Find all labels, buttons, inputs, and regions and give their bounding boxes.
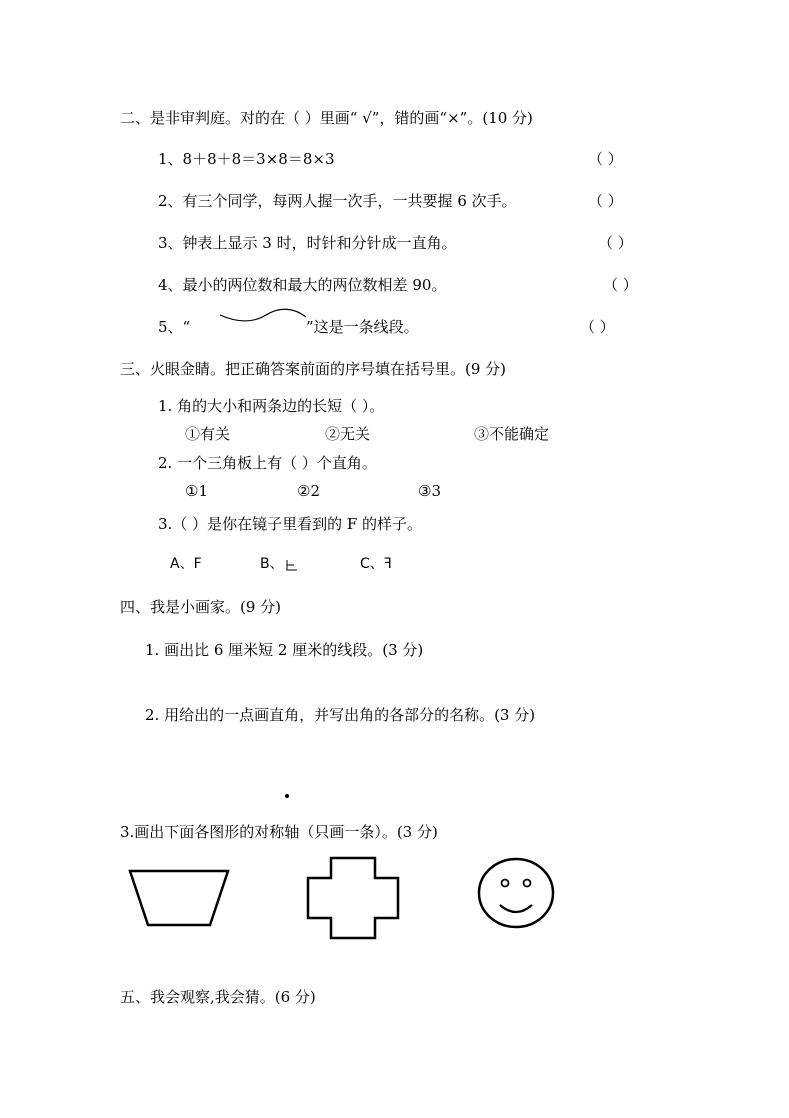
- s2-item4-answer[interactable]: （ ）: [603, 276, 638, 294]
- s3-q1-text: 1. 角的大小和两条边的长短（ ）。: [158, 397, 385, 415]
- section4-heading: 四、我是小画家。(9 分): [120, 598, 282, 616]
- s3-q2-option-2[interactable]: ②2: [297, 482, 320, 500]
- s3-q1-option-3[interactable]: ③不能确定: [474, 425, 550, 443]
- s3-q2-option-3[interactable]: ③3: [418, 482, 441, 500]
- s2-item5-text-before: 5、“: [158, 318, 191, 336]
- s2-item4-text: 4、最小的两位数和最大的两位数相差 90。: [158, 276, 447, 294]
- s3-q2-text: 2. 一个三角板上有（ ）个直角。: [158, 454, 377, 472]
- section3-heading: 三、火眼金睛。把正确答案前面的序号填在括号里。(9 分): [120, 360, 507, 378]
- s3-q3-text: 3.（ ）是你在镜子里看到的 F 的样子。: [158, 515, 423, 533]
- s4-q3-text: 3.画出下面各图形的对称轴（只画一条）。(3 分): [120, 823, 438, 841]
- s2-item5-answer[interactable]: （ ）: [580, 318, 615, 336]
- dot-icon[interactable]: [284, 793, 290, 799]
- inverted-f-icon: [284, 559, 300, 571]
- wavy-line-icon: [218, 305, 308, 325]
- s3-q1-option-1[interactable]: ①有关: [185, 425, 231, 443]
- trapezoid-icon[interactable]: [128, 868, 232, 928]
- s3-q3-option-b[interactable]: [260, 554, 300, 574]
- s4-q1-text: 1. 画出比 6 厘米短 2 厘米的线段。(3 分): [145, 641, 424, 659]
- s4-q2-text: 2. 用给出的一点画直角，并写出角的各部分的名称。(3 分): [145, 706, 536, 724]
- s3-q3-option-b-label: B、: [260, 556, 284, 572]
- s2-item5-text-after: ”这是一条线段。: [306, 318, 419, 336]
- s2-item1-answer[interactable]: （ ）: [588, 150, 623, 168]
- s2-item3-text: 3、钟表上显示 3 时，时针和分针成一直角。: [158, 234, 457, 252]
- s2-item2-answer[interactable]: （ ）: [588, 192, 623, 210]
- cross-shape-icon[interactable]: [306, 856, 400, 940]
- s3-q1-option-2[interactable]: ②无关: [325, 425, 371, 443]
- s3-q3-option-a[interactable]: A、F: [170, 556, 202, 572]
- s3-q3-option-c[interactable]: C、ꟻ: [360, 556, 392, 572]
- smiley-face-icon[interactable]: [474, 855, 558, 931]
- s2-item2-text: 2、有三个同学，每两人握一次手，一共要握 6 次手。: [158, 192, 517, 210]
- section2-heading: 二、是非审判庭。对的在（ ）里画“ √”，错的画“×”。(10 分): [120, 109, 533, 127]
- s2-item1-text: 1、8＋8＋8＝3×8＝8×3: [158, 150, 335, 168]
- s3-q2-option-1[interactable]: ①1: [185, 482, 208, 500]
- s2-item3-answer[interactable]: （ ）: [598, 234, 633, 252]
- section5-heading: 五、我会观察,我会猜。(6 分): [120, 988, 316, 1006]
